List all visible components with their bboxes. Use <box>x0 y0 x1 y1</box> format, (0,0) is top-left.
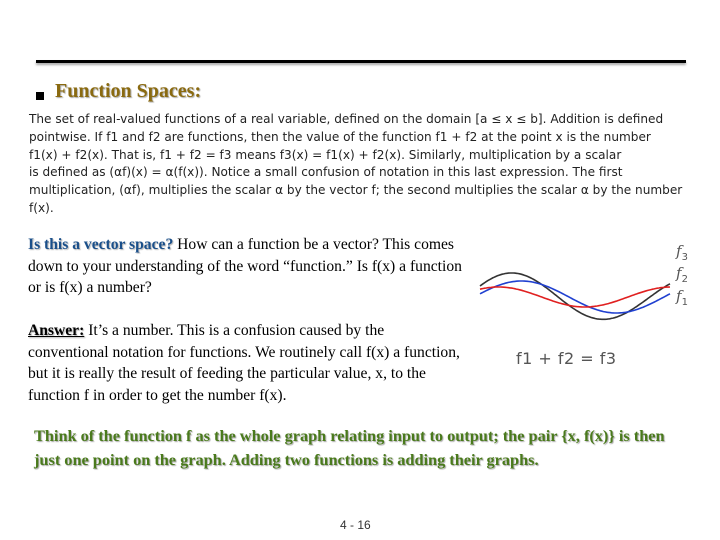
textbook-excerpt <box>29 111 694 218</box>
title-rule <box>36 60 686 63</box>
excerpt-line-5: multiplication, (αf), multiplies the scalar α by the vector f; the second multiplies the scalar α by the number <box>29 183 683 198</box>
bullet-square <box>36 92 44 100</box>
answer-paragraph <box>28 320 463 406</box>
graph-equation: f1 + f2 = f3 <box>516 349 617 368</box>
excerpt-line-3: f1(x) + f2(x). That is, f1 + f2 = f3 means f3(x) = f1(x) + f2(x). Similarly, multiplication by a scalar <box>29 147 622 162</box>
label-f3: $f_3$ <box>676 242 688 263</box>
question-lead: Is this a vector space? <box>28 236 174 253</box>
label-f2: $f_2$ <box>676 264 688 285</box>
answer-lead: Answer: <box>28 322 85 339</box>
curve-f2 <box>480 281 670 313</box>
slide-heading: Function Spaces: <box>55 80 202 102</box>
question-paragraph <box>28 234 463 299</box>
excerpt-line-6: f(x). <box>29 200 54 215</box>
page-number: 4 - 16 <box>340 518 371 532</box>
excerpt-line-1: The set of real-valued functions of a real variable, defined on the domain [a ≤ x ≤ b]. Addition is defined <box>29 112 664 126</box>
think-paragraph: Think of the function f as the whole graph relating input to output; the pair {x, f(x)} is then just one point on the graph. Adding two functions is adding their graphs. <box>34 426 665 469</box>
label-f1: $f_1$ <box>676 287 688 308</box>
curve-f3 <box>480 273 670 319</box>
question-text: How can a function be a vector? This comes down to your understanding of the word “function.” Is f(x) a function or is f(x) a number? <box>28 236 462 296</box>
excerpt-line-4: is defined as (αf)(x) = α(f(x)). Notice a small confusion of notation in this last expression. The first <box>29 165 623 180</box>
answer-text: It’s a number. This is a confusion caused by the conventional notation for functions. We routinely call f(x) a function, but it is really the result of feeding the particular value, x, to the function f in order to get the number f(x). <box>28 322 460 404</box>
excerpt-line-2: pointwise. If f1 and f2 are functions, then the value of the function f1 + f2 at the point x is the number <box>29 129 651 144</box>
